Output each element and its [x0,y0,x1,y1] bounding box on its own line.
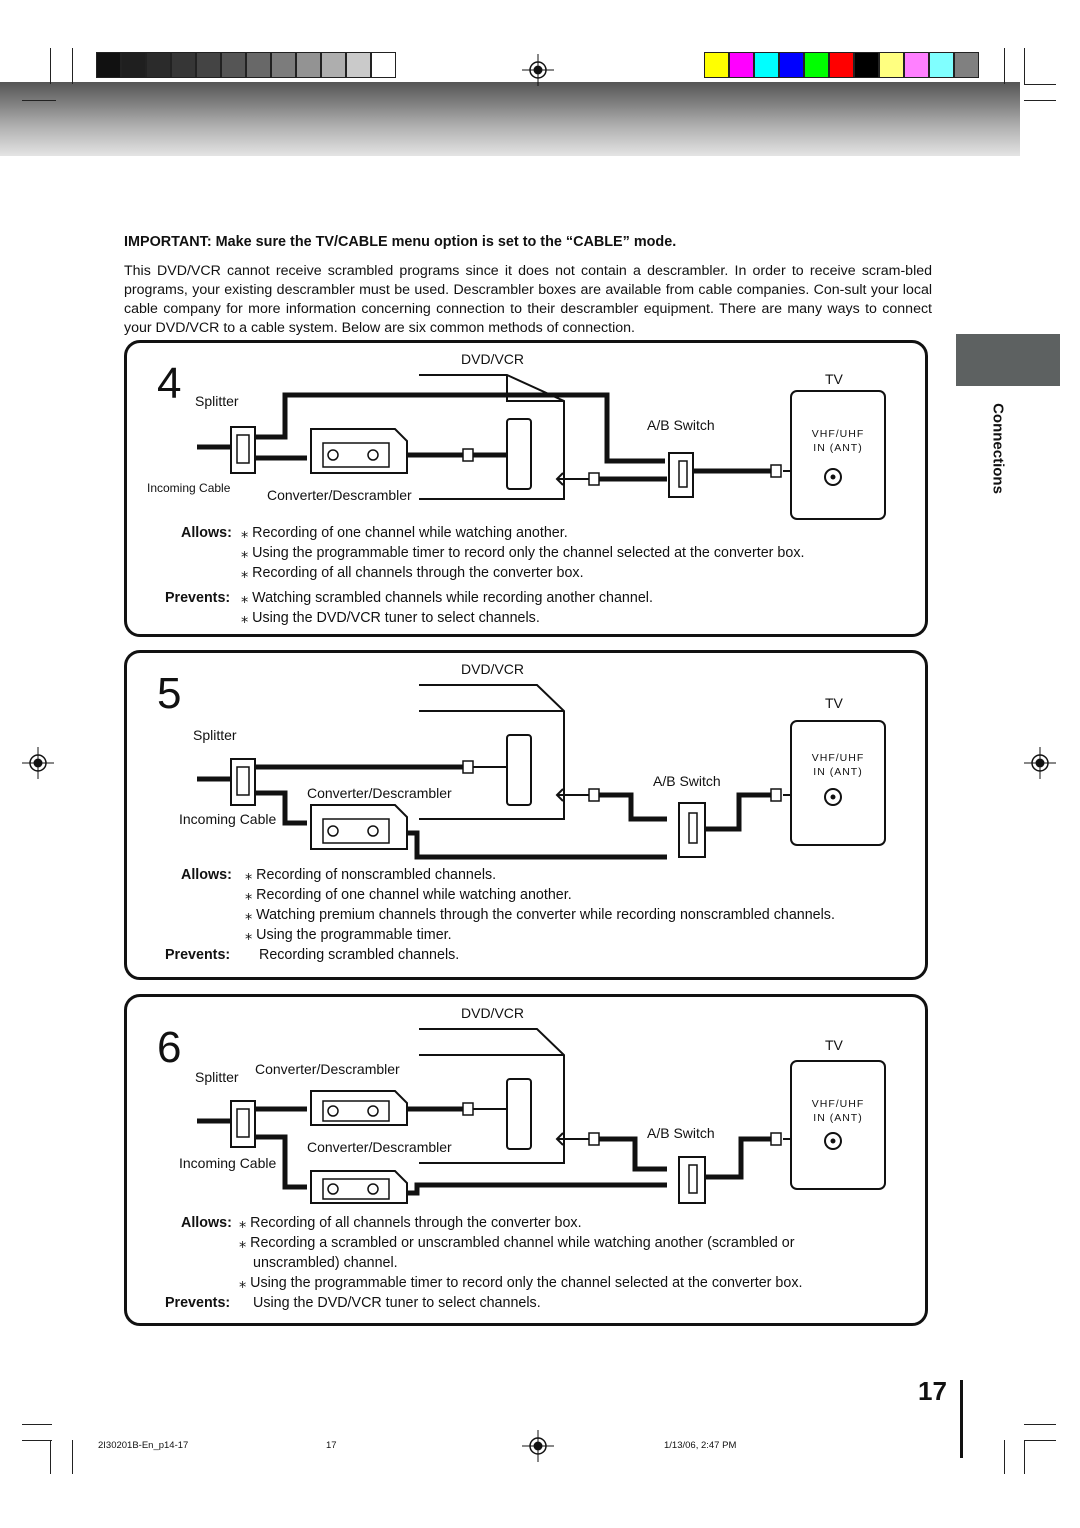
dvdvcr-label: DVD/VCR [461,661,525,677]
converter-label: Converter/Descrambler [267,487,412,503]
important-note: IMPORTANT: Make sure the TV/CABLE menu option is set to the “CABLE” mode. [124,234,677,250]
splitter-label: Splitter [195,1069,239,1085]
converter-bottom-label: Converter/Descrambler [307,1139,452,1155]
allows-label: Allows: [181,867,232,883]
vhf-uhf-label: VHF/UHF [811,1098,865,1110]
dvdvcr-label: DVD/VCR [461,351,525,367]
crop-mark [22,1440,52,1441]
page-number: 17 [918,1376,947,1406]
connection-panel-6 [124,994,928,1326]
prevents-label: Prevents: [165,1295,231,1311]
section-tab-label: Connections [989,403,1007,494]
connection-panel-5 [124,650,928,980]
allows-item: ⁎ Using the programmable timer to record only the channel selected at the converter box. [239,1275,803,1291]
ab-switch-label: A/B Switch [653,773,721,789]
registration-mark-icon [522,54,554,86]
converter-label: Converter/Descrambler [307,785,452,801]
color-swatch [854,52,879,78]
allows-item: ⁎ Recording of one channel while watching another. [241,525,568,541]
vhf-uhf-label: VHF/UHF [811,428,865,440]
tv-label: TV [825,1037,843,1053]
gray-swatch [146,52,171,78]
color-swatch [804,52,829,78]
gray-swatch [96,52,121,78]
in-ant-label: IN (ANT) [813,442,863,454]
splitter-label: Splitter [193,727,237,743]
allows-item: ⁎ Recording of one channel while watching another. [245,887,572,903]
crop-mark [72,1440,73,1474]
dvdvcr-label: DVD/VCR [461,1005,525,1021]
section-tab [956,334,1060,386]
registration-mark-icon [22,747,54,779]
allows-item-continued: unscrambled) channel. [253,1255,398,1271]
allows-item: ⁎ Using the programmable timer. [245,927,452,943]
gray-swatch [196,52,221,78]
crop-mark [1024,1440,1056,1441]
color-swatch [879,52,904,78]
prevents-item: ⁎ Watching scrambled channels while recording another channel. [241,590,653,606]
gray-swatch [321,52,346,78]
color-swatch [954,52,979,78]
panel-number: 4 [157,359,182,408]
prevents-label: Prevents: [165,947,231,963]
crop-mark [1024,84,1056,85]
gray-swatch [346,52,371,78]
vhf-uhf-label: VHF/UHF [811,752,865,764]
prevents-item: Recording scrambled channels. [259,947,460,963]
registration-mark-icon [1024,747,1056,779]
registration-mark-icon [522,1430,554,1462]
crop-mark [50,48,51,84]
crop-mark [1024,1440,1025,1474]
color-swatch [704,52,729,78]
gray-swatch [171,52,196,78]
in-ant-label: IN (ANT) [813,1112,863,1124]
header-gradient-band [0,82,1020,156]
color-swatch [754,52,779,78]
intro-paragraph: This DVD/VCR cannot receive scrambled programs since it does not contain a descrambler. In order to receive scram-bled programs, your existing descrambler must be used. Descrambler boxes are available from cable companies. Con-sult your local cable company for more information concerning connection to their descrambler equipment. There are many ways to connect your DVD/VCR to a cable system. Below are six common methods of connection. [124,263,932,336]
connection-panel-4 [124,340,928,637]
gray-swatch [271,52,296,78]
tv-label: TV [825,371,843,387]
color-swatch [729,52,754,78]
incoming-cable-label: Incoming Cable [147,481,231,495]
allows-item: ⁎ Recording of all channels through the converter box. [241,565,584,581]
crop-mark [1024,1424,1056,1425]
color-swatch [779,52,804,78]
crop-mark [22,100,56,101]
color-swatch [929,52,954,78]
gray-swatch [121,52,146,78]
color-swatch [829,52,854,78]
splitter-label: Splitter [195,393,239,409]
allows-item: ⁎ Using the programmable timer to record only the channel selected at the converter box. [241,545,805,561]
color-swatch [904,52,929,78]
crop-mark [72,48,73,84]
panel-number: 6 [157,1023,182,1072]
crop-mark [1024,100,1056,101]
crop-mark [50,1440,51,1474]
footer-page: 17 [326,1440,337,1451]
crop-mark [1024,48,1025,84]
allows-item: ⁎ Recording of all channels through the converter box. [239,1215,582,1231]
ab-switch-label: A/B Switch [647,1125,715,1141]
incoming-cable-label: Incoming Cable [179,1155,277,1171]
panel-number: 5 [157,669,182,718]
gray-swatch [296,52,321,78]
allows-label: Allows: [181,525,232,541]
footer-filename: 2I30201B-En_p14-17 [98,1440,189,1451]
footer-date: 1/13/06, 2:47 PM [664,1440,737,1451]
prevents-item: Using the DVD/VCR tuner to select channels. [253,1295,541,1311]
crop-mark [22,1424,52,1425]
allows-item: ⁎ Watching premium channels through the converter while recording nonscrambled channels. [245,907,835,923]
allows-label: Allows: [181,1215,232,1231]
prevents-label: Prevents: [165,590,231,606]
gray-swatch [221,52,246,78]
crop-mark [1004,1440,1005,1474]
ab-switch-label: A/B Switch [647,417,715,433]
allows-item: ⁎ Recording a scrambled or unscrambled channel while watching another (scrambled or [239,1235,795,1251]
page-number-rule [960,1380,963,1458]
incoming-cable-label: Incoming Cable [179,811,277,827]
prevents-item: ⁎ Using the DVD/VCR tuner to select channels. [241,610,540,626]
gray-swatch [246,52,271,78]
in-ant-label: IN (ANT) [813,766,863,778]
tv-label: TV [825,695,843,711]
crop-mark [1004,48,1005,84]
gray-swatch [371,52,396,78]
allows-item: ⁎ Recording of nonscrambled channels. [245,867,497,883]
converter-top-label: Converter/Descrambler [255,1061,400,1077]
